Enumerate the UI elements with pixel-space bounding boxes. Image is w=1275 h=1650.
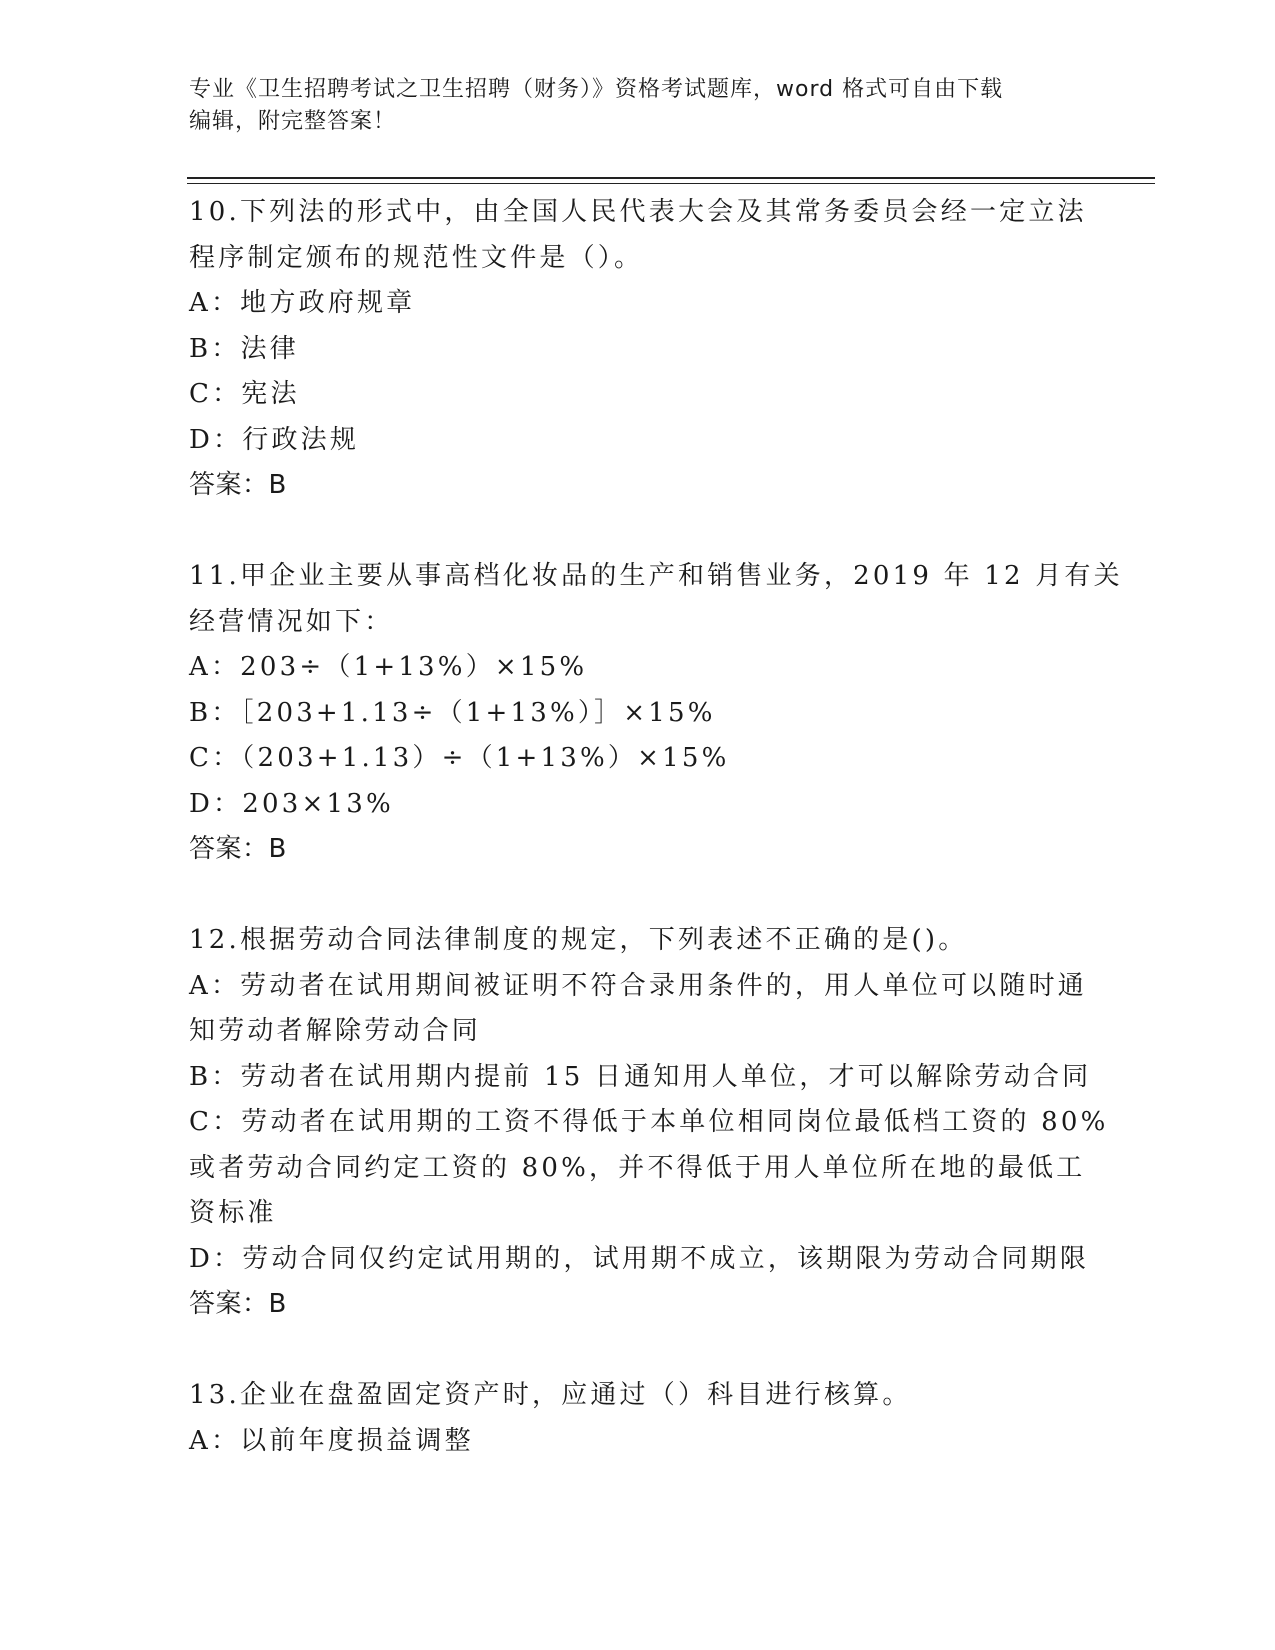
option-c: C：劳动者在试用期的工资不得低于本单位相同岗位最低档工资的 80% — [189, 1107, 1109, 1137]
header-line-1: 专业《卫生招聘考试之卫生招聘（财务）》资格考试题库，word 格式可自由下载 — [189, 77, 1004, 102]
question-13 — [189, 1373, 1089, 1464]
document-header — [189, 74, 1089, 138]
question-stem: 11.甲企业主要从事高档化妆品的生产和销售业务，2019 年 12 月有关 — [189, 561, 1123, 591]
question-stem: 10.下列法的形式中，由全国人民代表大会及其常务委员会经一定立法 — [189, 197, 1087, 227]
option-a: A：劳动者在试用期间被证明不符合录用条件的，用人单位可以随时通 — [189, 970, 1087, 1001]
option-c-continued: 资标准 — [189, 1198, 277, 1228]
option-d: D：劳动合同仅约定试用期的，试用期不成立，该期限为劳动合同期限 — [189, 1243, 1090, 1274]
header-line-2: 编辑，附完整答案！ — [189, 109, 397, 134]
header-divider-thick — [187, 177, 1155, 179]
answer-label: 答案：B — [189, 834, 287, 864]
question-stem: 13.企业在盘盈固定资产时，应通过（）科目进行核算。 — [189, 1380, 912, 1410]
question-12 — [189, 918, 1109, 1328]
question-10 — [189, 190, 1089, 509]
answer-label: 答案：B — [189, 1289, 287, 1319]
header-divider-thin — [187, 183, 1155, 184]
answer-label: 答案：B — [189, 470, 287, 500]
question-stem: 经营情况如下： — [189, 606, 394, 637]
question-stem: 12.根据劳动合同法律制度的规定，下列表述不正确的是()。 — [189, 925, 968, 955]
option-b: B：［203+1.13÷（1+13%）］×15% — [189, 697, 716, 728]
option-a-continued: 知劳动者解除劳动合同 — [189, 1016, 482, 1046]
option-c: C：（203+1.13）÷（1+13%）×15% — [189, 743, 730, 773]
option-a: A：以前年度损益调整 — [189, 1425, 474, 1456]
option-a: A：203÷（1+13%）×15% — [189, 652, 588, 682]
option-a: A：地方政府规章 — [189, 288, 416, 318]
option-b: B：法律 — [189, 333, 299, 364]
option-c-continued: 或者劳动合同约定工资的 80%，并不得低于用人单位所在地的最低工 — [189, 1152, 1086, 1183]
question-list — [189, 190, 1123, 1510]
option-d: D：203×13% — [189, 788, 394, 819]
option-d: D：行政法规 — [189, 424, 360, 455]
option-b: B：劳动者在试用期内提前 15 日通知用人单位，才可以解除劳动合同 — [189, 1061, 1092, 1092]
question-stem: 程序制定颁布的规范性文件是（）。 — [189, 242, 644, 273]
option-c: C：宪法 — [189, 379, 300, 409]
question-11 — [189, 554, 1123, 873]
